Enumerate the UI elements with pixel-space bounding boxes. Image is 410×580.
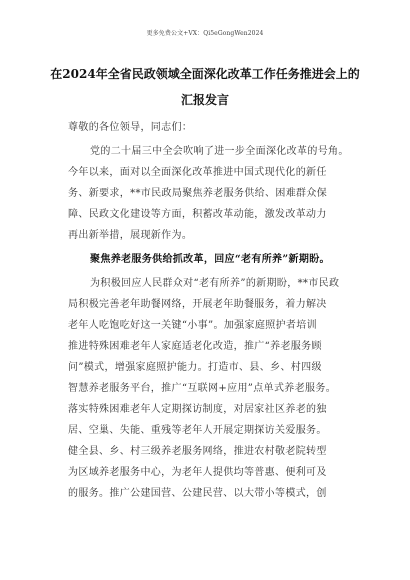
body-line: 障、民政文化建设等方面，积蓄改革动能，激发改革动力 <box>68 209 327 220</box>
body-line: 问”模式，增强家庭照护能力。打造市、县、乡、村四级 <box>68 362 322 373</box>
body-line: 党的二十届三中全会吹响了进一步全面深化改革的号角。 <box>90 146 349 157</box>
body-line: 智慧养老服务平台，推广“互联网+应用”点单式养老服务。 <box>68 383 337 394</box>
salutation: 尊敬的各位领导，同志们： <box>68 122 193 133</box>
body-line: 健全县、乡、村三级养老服务网络，推进农村敬老院转型 <box>68 446 327 457</box>
body-line: 老年人吃饱吃好这一关键“小事”。加强家庭照护者培训 <box>68 320 317 331</box>
section-heading: 聚焦养老服务供给抓改革，回应“老有所养”新期盼。 <box>90 254 330 265</box>
body-line: 居、空巢、失能、重残等老年人开展定期探访关爱服务。 <box>68 425 327 436</box>
body-line: 再出新举措，展现新作为。 <box>68 230 193 241</box>
body-line: 为积极回应人民群众对“老有所养”的新期盼，**市民政 <box>90 278 340 289</box>
document-title-line-2: 汇报发言 <box>180 93 229 107</box>
body-line: 的服务。推广公建国营、公建民营、以大带小等模式，创 <box>68 488 327 499</box>
body-line: 为区域养老服务中心，为老年人提供均等普惠、便利可及 <box>68 467 327 478</box>
header-note: 更多免费公文+VX：Qi5eGongWen2024 <box>146 30 264 37</box>
body-line: 今年以来，面对以全面深化改革推进中国式现代化的新任 <box>68 167 327 178</box>
body-line: 推进特殊困难老年人家庭适老化改造，推广“养老服务顾 <box>68 341 322 352</box>
body-line: 务、新要求，**市民政局聚焦养老服务供给、困难群众保 <box>68 188 328 199</box>
body-line: 落实特殊困难老年人定期探访制度，对居家社区养老的独 <box>68 404 327 415</box>
body-line: 局积极完善老年助餐网络，开展老年助餐服务，着力解决 <box>68 299 327 310</box>
document-title-line-1: 在2024年全省民政领域全面深化改革工作任务推进会上的 <box>50 67 360 81</box>
